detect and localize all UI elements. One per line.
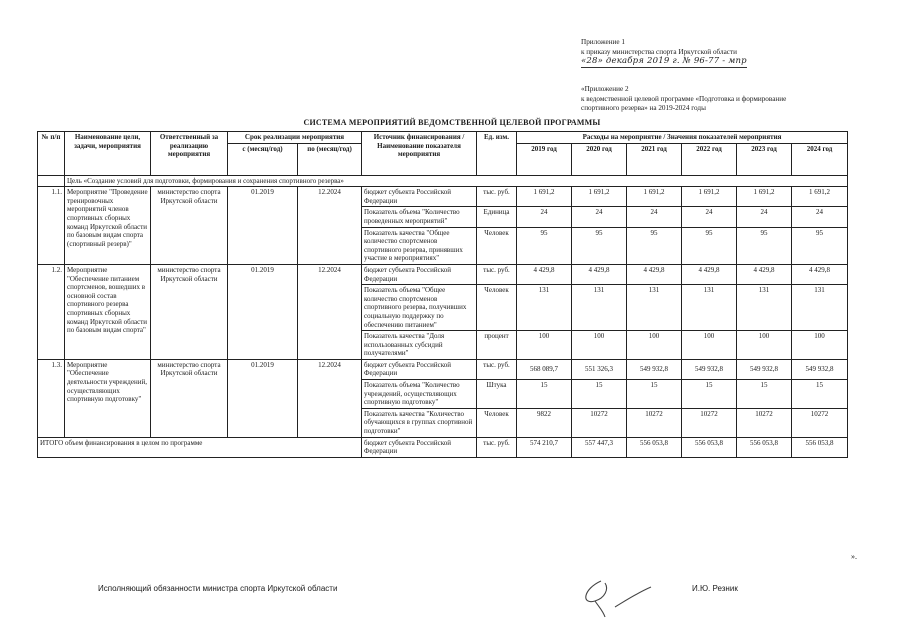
measure-responsible: министерство спорта Иркутской области bbox=[151, 187, 228, 265]
value-cell: 15 bbox=[572, 380, 627, 409]
col-year-header: 2020 год bbox=[572, 143, 627, 175]
col-unit-header: Ед. изм. bbox=[477, 132, 517, 176]
value-cell: 568 089,7 bbox=[517, 359, 572, 379]
value-cell: 4 429,8 bbox=[737, 264, 792, 284]
value-cell: 95 bbox=[682, 227, 737, 264]
col-year-header: 2021 год bbox=[627, 143, 682, 175]
unit-cell: тыс. руб. bbox=[477, 187, 517, 207]
measure-to: 12.2024 bbox=[298, 264, 362, 359]
closing-quote-mark: ». bbox=[851, 552, 857, 561]
col-name-header: Наименование цели, задачи, мероприятия bbox=[65, 132, 151, 176]
appendix2-label: «Приложение 2 bbox=[581, 85, 629, 93]
value-cell: 1 691,2 bbox=[572, 187, 627, 207]
unit-cell: Штука bbox=[477, 380, 517, 409]
order-reference bbox=[581, 38, 747, 68]
value-cell: 1 691,2 bbox=[682, 187, 737, 207]
col-term-to-header: по (месяц/год) bbox=[298, 143, 362, 175]
value-cell: 15 bbox=[682, 380, 737, 409]
order-title: к приказу министерства спорта Иркутской области bbox=[581, 47, 737, 56]
value-cell: 95 bbox=[792, 227, 848, 264]
handwritten-signature bbox=[575, 567, 655, 622]
value-cell: 4 429,8 bbox=[682, 264, 737, 284]
unit-cell: тыс. руб. bbox=[477, 264, 517, 284]
value-cell: 15 bbox=[627, 380, 682, 409]
document-title: СИСТЕМА МЕРОПРИЯТИЙ ВЕДОМСТВЕННОЙ ЦЕЛЕВОЙ ПРОГРАММЫ bbox=[303, 118, 601, 127]
value-cell: 95 bbox=[517, 227, 572, 264]
total-value: 574 210,7 bbox=[517, 437, 572, 457]
value-cell: 131 bbox=[517, 285, 572, 331]
col-year-header: 2023 год bbox=[737, 143, 792, 175]
value-cell: 95 bbox=[737, 227, 792, 264]
value-cell: 4 429,8 bbox=[572, 264, 627, 284]
col-year-header: 2022 год bbox=[682, 143, 737, 175]
value-cell: 24 bbox=[572, 207, 627, 227]
source-cell: бюджет субъекта Российской Федерации bbox=[362, 187, 477, 207]
value-cell: 100 bbox=[792, 331, 848, 360]
value-cell: 1 691,2 bbox=[627, 187, 682, 207]
indicator-cell: Показатель объема "Количество проведенных мероприятий" bbox=[362, 207, 477, 227]
unit-cell: Единица bbox=[477, 207, 517, 227]
measure-to: 12.2024 bbox=[298, 359, 362, 437]
value-cell: 24 bbox=[737, 207, 792, 227]
value-cell: 551 326,3 bbox=[572, 359, 627, 379]
goal-row: Цель «Создание условий для подготовки, формирования и сохранения спортивного резерва» bbox=[65, 175, 848, 187]
value-cell: 549 932,8 bbox=[682, 359, 737, 379]
appendix2-line3: спортивного резерва» на 2019-2024 годы bbox=[581, 104, 706, 113]
measure-from: 01.2019 bbox=[228, 264, 298, 359]
value-cell: 15 bbox=[517, 380, 572, 409]
total-value: 557 447,3 bbox=[572, 437, 627, 457]
value-cell: 24 bbox=[792, 207, 848, 227]
program-measures-table bbox=[37, 131, 848, 458]
value-cell: 15 bbox=[792, 380, 848, 409]
value-cell: 95 bbox=[627, 227, 682, 264]
value-cell: 100 bbox=[572, 331, 627, 360]
value-cell: 10272 bbox=[627, 408, 682, 437]
appendix2-line2: к ведомственной целевой программе «Подготовка и формирование bbox=[581, 94, 787, 103]
value-cell: 1 691,2 bbox=[737, 187, 792, 207]
value-cell: 4 429,8 bbox=[792, 264, 848, 284]
signatory-position: Исполняющий обязанности министра спорта Иркутской области bbox=[98, 584, 338, 593]
measure-from: 01.2019 bbox=[228, 359, 298, 437]
value-cell: 131 bbox=[572, 285, 627, 331]
program-appendix-reference bbox=[581, 85, 786, 114]
source-cell: бюджет субъекта Российской Федерации bbox=[362, 359, 477, 379]
value-cell: 95 bbox=[572, 227, 627, 264]
unit-cell: Человек bbox=[477, 227, 517, 264]
value-cell: 10272 bbox=[682, 408, 737, 437]
value-cell: 549 932,8 bbox=[737, 359, 792, 379]
value-cell: 100 bbox=[682, 331, 737, 360]
measure-from: 01.2019 bbox=[228, 187, 298, 265]
value-cell: 100 bbox=[737, 331, 792, 360]
value-cell: 15 bbox=[737, 380, 792, 409]
value-cell: 4 429,8 bbox=[627, 264, 682, 284]
measure-name: Мероприятие "Проведение тренировочных мероприятий членов спортивных сборных команд Иркутской области по базовым видам спорта (спортивный резерв)" bbox=[65, 187, 151, 265]
row-number: 1.3. bbox=[38, 359, 65, 437]
value-cell: 1 691,2 bbox=[792, 187, 848, 207]
value-cell: 131 bbox=[682, 285, 737, 331]
row-number: 1.1. bbox=[38, 187, 65, 265]
total-value: 556 053,8 bbox=[737, 437, 792, 457]
col-term-header: Срок реализации мероприятия bbox=[228, 132, 362, 144]
value-cell: 24 bbox=[627, 207, 682, 227]
signatory-name: И.Ю. Резник bbox=[692, 584, 738, 593]
col-year-header: 2019 год bbox=[517, 143, 572, 175]
indicator-cell: Показатель качества "Доля использованных субсидий получателями" bbox=[362, 331, 477, 360]
indicator-cell: Показатель качества "Общее количество спортсменов спортивного резерва, принявших участие в мероприятиях" bbox=[362, 227, 477, 264]
unit-cell: тыс. руб. bbox=[477, 359, 517, 379]
col-year-header: 2024 год bbox=[792, 143, 848, 175]
col-num-header: № п/п bbox=[38, 132, 65, 176]
value-cell: 10272 bbox=[737, 408, 792, 437]
value-cell: 9822 bbox=[517, 408, 572, 437]
source-cell: бюджет субъекта Российской Федерации bbox=[362, 264, 477, 284]
value-cell: 10272 bbox=[792, 408, 848, 437]
row-number: 1.2. bbox=[38, 264, 65, 359]
total-value: 556 053,8 bbox=[682, 437, 737, 457]
measure-name: Мероприятие "Обеспечение питанием спортсменов, вошедших в основной состав спортивного резерва спортивных сборных команд Иркутской области по базовым видам спорта" bbox=[65, 264, 151, 359]
col-expenses-header: Расходы на мероприятие / Значения показателей мероприятия bbox=[517, 132, 848, 144]
measure-responsible: министерство спорта Иркутской области bbox=[151, 359, 228, 437]
value-cell: 131 bbox=[627, 285, 682, 331]
col-source-header: Источник финансирования / Наименование показателя мероприятия bbox=[362, 132, 477, 176]
order-date-number: «28» декабря 2019 г. № 96-77 - мпр bbox=[581, 56, 747, 67]
value-cell: 100 bbox=[517, 331, 572, 360]
value-cell: 131 bbox=[737, 285, 792, 331]
value-cell: 10272 bbox=[572, 408, 627, 437]
value-cell: 549 932,8 bbox=[627, 359, 682, 379]
indicator-cell: Показатель качества "Количество обучающихся в группах спортивной подготовки" bbox=[362, 408, 477, 437]
total-value: 556 053,8 bbox=[627, 437, 682, 457]
col-term-from-header: с (месяц/год) bbox=[228, 143, 298, 175]
total-source: бюджет субъекта Российской Федерации bbox=[362, 437, 477, 457]
value-cell: 4 429,8 bbox=[517, 264, 572, 284]
unit-cell: Человек bbox=[477, 285, 517, 331]
appendix-label: Приложение 1 bbox=[581, 38, 625, 46]
indicator-cell: Показатель объема "Количество учреждений, осуществляющих спортивную подготовку" bbox=[362, 380, 477, 409]
total-unit: тыс. руб. bbox=[477, 437, 517, 457]
measure-name: Мероприятие "Обеспечение деятельности учреждений, осуществляющих спортивную подготовку" bbox=[65, 359, 151, 437]
value-cell: 131 bbox=[792, 285, 848, 331]
indicator-cell: Показатель объема "Общее количество спортсменов спортивного резерва, получивших социальную поддержку по обеспечению питанием" bbox=[362, 285, 477, 331]
value-cell: 549 932,8 bbox=[792, 359, 848, 379]
value-cell: 100 bbox=[627, 331, 682, 360]
value-cell: 24 bbox=[682, 207, 737, 227]
col-responsible-header: Ответственный за реализацию мероприятия bbox=[151, 132, 228, 176]
unit-cell: Человек bbox=[477, 408, 517, 437]
total-value: 556 053,8 bbox=[792, 437, 848, 457]
value-cell: 24 bbox=[517, 207, 572, 227]
measure-responsible: министерство спорта Иркутской области bbox=[151, 264, 228, 359]
unit-cell: процент bbox=[477, 331, 517, 360]
value-cell: 1 691,2 bbox=[517, 187, 572, 207]
measure-to: 12.2024 bbox=[298, 187, 362, 265]
total-label: ИТОГО объем финансирования в целом по программе bbox=[38, 437, 362, 457]
